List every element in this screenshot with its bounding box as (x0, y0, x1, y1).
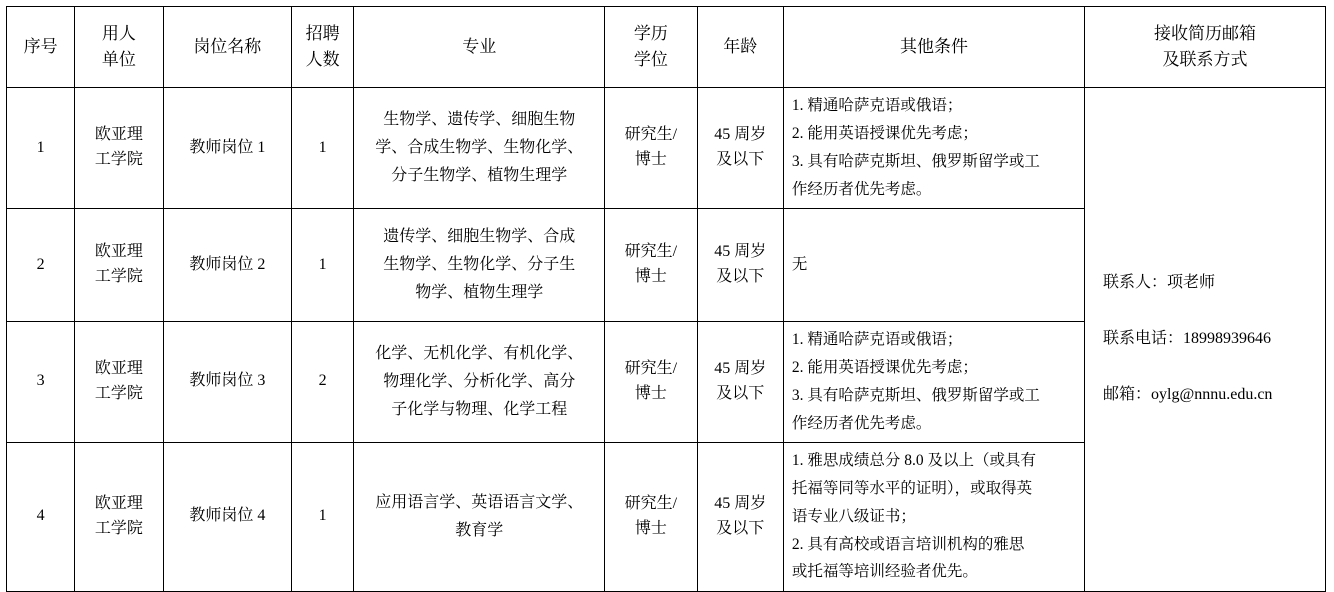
header-contact-line1: 接收简历邮箱 (1154, 23, 1257, 43)
cell-other-line: 1. 精通哈萨克语或俄语； (791, 97, 963, 115)
cell-age-line1: 45 周岁 (714, 494, 767, 512)
table-header (7, 7, 1326, 88)
cell-other-line: 或托福等培训经验者优先。 (791, 563, 978, 581)
cell-unit-line1: 欧亚理 (94, 494, 143, 512)
header-edu (605, 7, 697, 88)
cell-age-line1: 45 周岁 (714, 126, 767, 144)
cell-major (354, 88, 605, 209)
cell-major (354, 442, 605, 591)
header-no: 序号 (7, 7, 75, 88)
cell-post: 教师岗位 1 (163, 88, 291, 209)
header-contact (1085, 7, 1326, 88)
cell-num: 2 (292, 322, 354, 443)
cell-age-line2: 及以下 (716, 151, 765, 168)
cell-edu (605, 442, 697, 591)
header-num-line1: 招聘 (305, 23, 340, 43)
cell-major-line: 子化学与物理、化学工程 (391, 400, 568, 418)
header-num-line2: 人数 (305, 50, 340, 69)
cell-unit (75, 209, 163, 322)
cell-major-line: 物理化学、分析化学、高分 (383, 372, 576, 390)
cell-edu-line1: 研究生/ (624, 359, 678, 377)
cell-post: 教师岗位 4 (163, 442, 291, 591)
header-edu-line2: 学位 (633, 50, 668, 69)
cell-major-line: 遗传学、细胞生物学、合成 (383, 228, 576, 245)
cell-other (783, 209, 1084, 322)
cell-unit-line1: 欧亚理 (94, 126, 143, 144)
cell-edu-line2: 博士 (634, 268, 667, 285)
header-unit-line1: 用人 (101, 23, 136, 43)
cell-other (783, 322, 1084, 443)
header-post: 岗位名称 (163, 7, 291, 88)
cell-other-line: 1. 精通哈萨克语或俄语； (791, 331, 963, 348)
cell-unit-line1: 欧亚理 (94, 243, 143, 261)
contact-email: 邮箱：oylg@nnnu.edu.cn (1103, 386, 1273, 404)
cell-other-line: 1. 雅思成绩总分 8.0 及以上（或具有 (791, 451, 1037, 469)
cell-unit-line1: 欧亚理 (94, 359, 143, 377)
cell-age-line2: 及以下 (716, 519, 765, 537)
cell-major-line: 应用语言学、英语语言文学、 (375, 493, 584, 511)
cell-major-line: 学、合成生物学、生物化学、 (375, 139, 584, 156)
header-contact-line2: 及联系方式 (1162, 50, 1248, 69)
contact-phone: 联系电话：18998939646 (1103, 330, 1272, 348)
cell-age-line1: 45 周岁 (714, 243, 767, 261)
header-unit (75, 7, 163, 88)
cell-other-line: 作经历者优先考虑。 (791, 414, 932, 432)
cell-no: 2 (7, 209, 75, 322)
cell-post: 教师岗位 3 (163, 322, 291, 443)
header-unit-line2: 单位 (101, 50, 136, 69)
cell-unit-line2: 工学院 (94, 268, 143, 285)
cell-unit-line2: 工学院 (94, 519, 143, 537)
cell-edu (605, 209, 697, 322)
cell-major (354, 209, 605, 322)
document-page (0, 6, 1334, 581)
cell-edu-line2: 博士 (634, 519, 667, 537)
cell-num: 1 (292, 209, 354, 322)
cell-other (783, 442, 1084, 591)
cell-major-line: 化学、无机化学、有机化学、 (375, 344, 584, 362)
cell-age-line2: 及以下 (716, 268, 765, 285)
cell-age (697, 442, 783, 591)
cell-edu-line1: 研究生/ (624, 494, 678, 512)
cell-other-line: 语专业八级证书； (791, 507, 916, 525)
recruitment-table (6, 6, 1326, 592)
cell-edu (605, 88, 697, 209)
header-edu-line1: 学历 (633, 23, 668, 43)
cell-unit-line2: 工学院 (94, 384, 143, 402)
cell-edu-line2: 博士 (634, 384, 667, 402)
cell-no: 1 (7, 88, 75, 209)
cell-other-line: 3. 具有哈萨克斯坦、俄罗斯留学或工 (791, 386, 1040, 404)
header-age: 年龄 (697, 7, 783, 88)
table-body (7, 88, 1326, 592)
cell-unit-line2: 工学院 (94, 151, 143, 168)
cell-edu-line2: 博士 (634, 151, 667, 168)
cell-age-line1: 45 周岁 (714, 359, 767, 377)
header-row (7, 7, 1326, 88)
cell-post: 教师岗位 2 (163, 209, 291, 322)
cell-age-line2: 及以下 (716, 384, 765, 402)
cell-other-line: 3. 具有哈萨克斯坦、俄罗斯留学或工 (791, 153, 1040, 170)
cell-age (697, 209, 783, 322)
cell-other-line: 2. 能用英语授课优先考虑； (791, 358, 978, 376)
table-row (7, 88, 1326, 209)
cell-major (354, 322, 605, 443)
cell-num: 1 (292, 442, 354, 591)
cell-other (783, 88, 1084, 209)
cell-major-line: 物学、植物生理学 (415, 284, 544, 301)
cell-other-line: 作经历者优先考虑。 (791, 180, 932, 198)
header-num (292, 7, 354, 88)
header-other: 其他条件 (783, 7, 1084, 88)
cell-major-line: 生物学、生物化学、分子生 (383, 256, 576, 273)
cell-num: 1 (292, 88, 354, 209)
cell-unit (75, 322, 163, 443)
cell-age (697, 322, 783, 443)
cell-no: 3 (7, 322, 75, 443)
cell-other-line: 2. 能用英语授课优先考虑； (791, 125, 978, 143)
cell-edu (605, 322, 697, 443)
contact-person: 联系人：项老师 (1103, 273, 1216, 291)
header-major: 专业 (354, 7, 605, 88)
cell-age (697, 88, 783, 209)
cell-unit (75, 88, 163, 209)
cell-major-line: 教育学 (455, 521, 504, 539)
cell-contact (1085, 88, 1326, 592)
cell-major-line: 生物学、遗传学、细胞生物 (383, 111, 576, 128)
cell-no: 4 (7, 442, 75, 591)
cell-edu-line1: 研究生/ (624, 243, 678, 261)
cell-other-line: 托福等同等水平的证明），或取得英 (791, 479, 1033, 497)
cell-other-line: 无 (791, 256, 808, 274)
cell-unit (75, 442, 163, 591)
cell-major-line: 分子生物学、植物生理学 (391, 167, 568, 184)
cell-other-line: 2. 具有高校或语言培训机构的雅思 (791, 535, 1025, 553)
cell-edu-line1: 研究生/ (624, 126, 678, 144)
